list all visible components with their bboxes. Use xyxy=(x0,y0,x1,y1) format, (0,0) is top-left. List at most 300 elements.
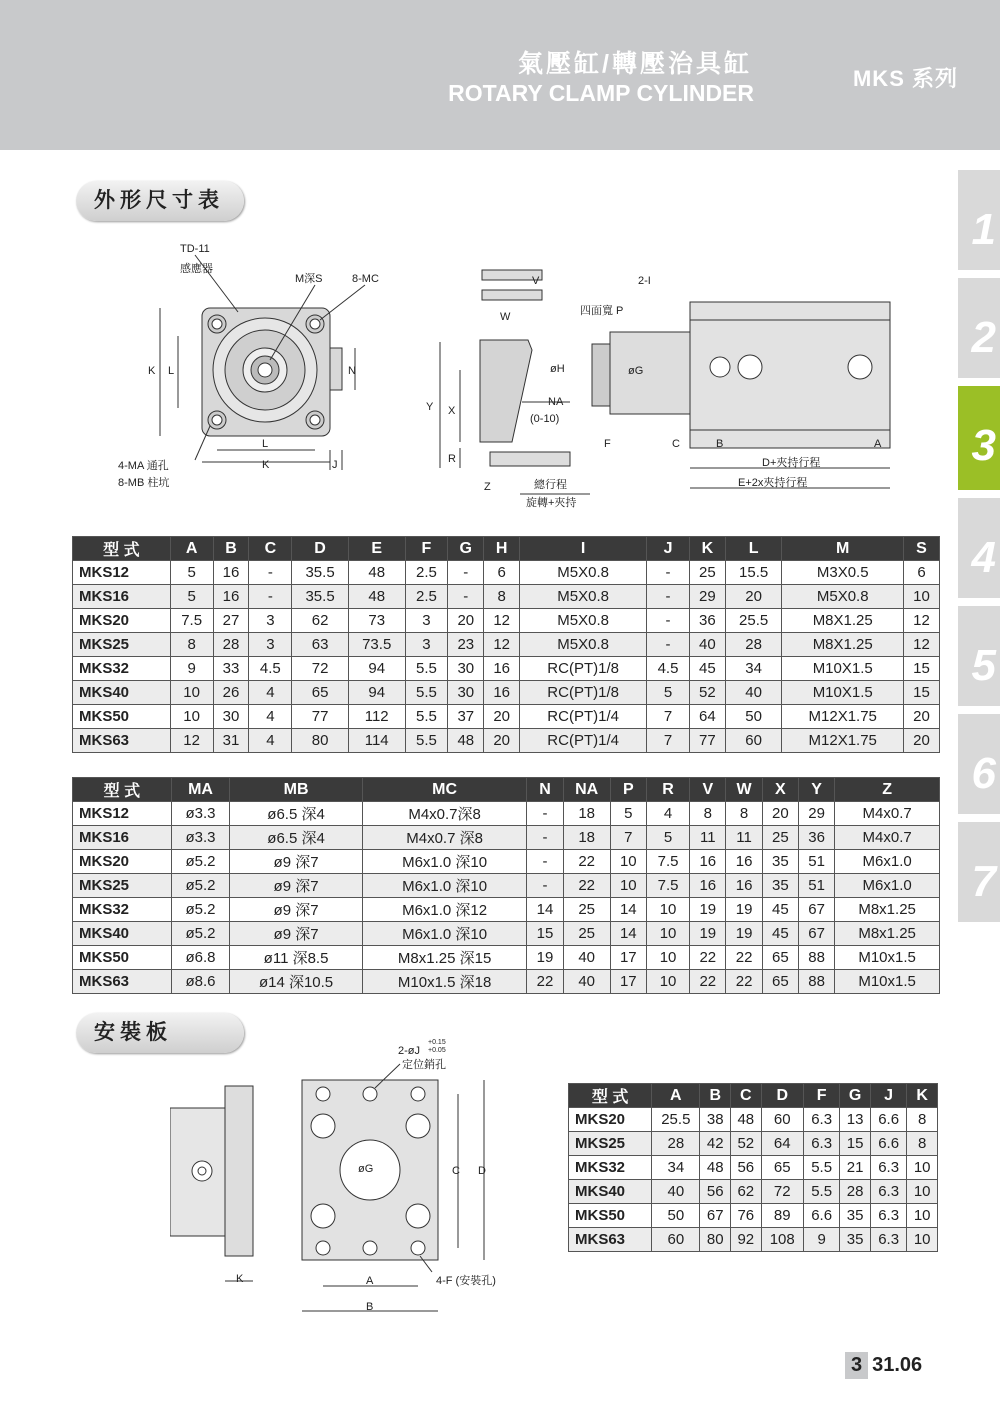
dim-label: A xyxy=(366,1275,374,1287)
table-row xyxy=(73,922,940,946)
table-cell: 60 xyxy=(761,1108,803,1132)
model-cell: MKS40 xyxy=(569,1180,652,1204)
dim-label: øG xyxy=(628,365,644,377)
page-number-value: 31.06 xyxy=(872,1354,923,1376)
table-cell: - xyxy=(647,585,690,609)
dim-label: J xyxy=(332,459,338,471)
table-cell: ø9 深7 xyxy=(230,922,363,946)
table-cell: RC(PT)1/8 xyxy=(520,657,647,681)
table-cell: 62 xyxy=(292,609,349,633)
dim-label: +0.15 xyxy=(428,1039,446,1046)
table-cell: M5X0.8 xyxy=(782,585,904,609)
dimension-table-2 xyxy=(72,777,940,994)
table-cell: 112 xyxy=(348,705,405,729)
header-title-cn: 氣壓缸/轉壓治具缸 xyxy=(518,50,752,78)
table-cell: M5X0.8 xyxy=(520,633,647,657)
table-cell: 48 xyxy=(700,1156,731,1180)
table-cell: 34 xyxy=(652,1156,700,1180)
table-cell: 5.5 xyxy=(405,705,448,729)
table-cell: 63 xyxy=(292,633,349,657)
table-cell: 12 xyxy=(903,633,939,657)
table-cell: 48 xyxy=(448,729,484,753)
table-cell: 5.5 xyxy=(405,729,448,753)
table-cell: 26 xyxy=(213,681,249,705)
table-row xyxy=(569,1228,938,1252)
table-cell: 20 xyxy=(903,705,939,729)
table-cell: 6.3 xyxy=(803,1132,839,1156)
table-cell: M3X0.5 xyxy=(782,561,904,585)
table-cell: ø9 深7 xyxy=(230,874,363,898)
table-cell: M6x1.0 xyxy=(835,850,940,874)
table-cell: 19 xyxy=(726,922,762,946)
column-header: 型 式 xyxy=(73,778,172,802)
table-cell: 4.5 xyxy=(249,657,292,681)
dim-label: N xyxy=(348,365,356,377)
table-cell: 4 xyxy=(646,802,689,826)
table-cell: 10 xyxy=(610,850,646,874)
mounting-plate-table xyxy=(568,1083,938,1252)
column-header: K xyxy=(907,1084,938,1108)
table-cell: - xyxy=(249,561,292,585)
table-cell: 27 xyxy=(213,609,249,633)
column-header: G xyxy=(448,537,484,561)
table-cell: 17 xyxy=(610,970,646,994)
table-cell: 16 xyxy=(726,874,762,898)
table-cell: 20 xyxy=(762,802,798,826)
dim-label: D+夾持行程 xyxy=(762,457,821,469)
table-cell: ø6.5 深4 xyxy=(230,826,363,850)
table-cell: 8 xyxy=(690,802,726,826)
table-cell: 5.5 xyxy=(803,1180,839,1204)
table-cell: M4x0.7 xyxy=(835,826,940,850)
dim-label: NA xyxy=(548,396,564,408)
table-cell: ø6.8 xyxy=(171,946,230,970)
table-cell: 50 xyxy=(725,705,782,729)
dim-label: M深S xyxy=(295,273,323,285)
table-cell: 40 xyxy=(563,946,610,970)
column-header: S xyxy=(903,537,939,561)
sensor-cn-label: 感應器 xyxy=(180,263,213,275)
table-row xyxy=(73,826,940,850)
table-cell: 22 xyxy=(726,970,762,994)
table-cell: M12X1.75 xyxy=(782,705,904,729)
table-cell: 10 xyxy=(646,970,689,994)
dim-label: 4-F (安裝孔) xyxy=(436,1275,496,1287)
table-row xyxy=(73,898,940,922)
section-dimensions-label: 外形尺寸表 xyxy=(76,181,244,221)
table-cell: M5X0.8 xyxy=(520,561,647,585)
table-cell: 10 xyxy=(610,874,646,898)
table-cell: M6x1.0 深10 xyxy=(362,874,527,898)
table-cell: 56 xyxy=(731,1156,762,1180)
dim-label: R xyxy=(448,453,456,465)
table-cell: 12 xyxy=(903,609,939,633)
table-cell: RC(PT)1/4 xyxy=(520,729,647,753)
table-cell: 52 xyxy=(689,681,725,705)
column-header: L xyxy=(725,537,782,561)
table-cell: - xyxy=(249,585,292,609)
column-header: M xyxy=(782,537,904,561)
table-cell: M10x1.5 深18 xyxy=(362,970,527,994)
table-cell: 80 xyxy=(700,1228,731,1252)
table-cell: 50 xyxy=(652,1204,700,1228)
column-header: B xyxy=(213,537,249,561)
chapter-tab-4[interactable]: 4 xyxy=(958,498,1000,598)
dim-label: +0.05 xyxy=(428,1047,446,1054)
column-header: B xyxy=(700,1084,731,1108)
table-cell: 3 xyxy=(249,633,292,657)
table-cell: 77 xyxy=(689,729,725,753)
table-cell: M8X1.25 xyxy=(782,633,904,657)
model-cell: MKS16 xyxy=(73,585,171,609)
table-cell: 5.5 xyxy=(405,681,448,705)
table-cell: 51 xyxy=(798,874,834,898)
table-row xyxy=(73,681,940,705)
column-header: K xyxy=(689,537,725,561)
table-cell: 9 xyxy=(803,1228,839,1252)
table-cell: M10X1.5 xyxy=(782,657,904,681)
model-cell: MKS25 xyxy=(73,633,171,657)
table-cell: 76 xyxy=(731,1204,762,1228)
table-cell: 10 xyxy=(646,922,689,946)
section-mounting-plate-label: 安裝板 xyxy=(76,1013,244,1053)
column-header: J xyxy=(870,1084,906,1108)
table-cell: 22 xyxy=(527,970,563,994)
table-cell: ø3.3 xyxy=(171,826,230,850)
model-cell: MKS32 xyxy=(73,898,172,922)
column-header: X xyxy=(762,778,798,802)
table-cell: 22 xyxy=(563,850,610,874)
table-cell: 5.5 xyxy=(803,1156,839,1180)
table-cell: 10 xyxy=(903,585,939,609)
table-cell: 5 xyxy=(170,585,213,609)
chapter-tab-7[interactable]: 7 xyxy=(958,822,1000,922)
dim-label: 總行程 xyxy=(534,479,567,491)
table-cell: 22 xyxy=(563,874,610,898)
table-cell: 6.3 xyxy=(870,1156,906,1180)
table-cell: 5 xyxy=(646,826,689,850)
table-cell: 67 xyxy=(798,922,834,946)
model-cell: MKS25 xyxy=(73,874,172,898)
table-row xyxy=(569,1180,938,1204)
table-cell: 88 xyxy=(798,946,834,970)
table-cell: 35 xyxy=(840,1204,871,1228)
dim-label: 8-MB 柱坑 xyxy=(118,477,170,489)
table-cell: - xyxy=(647,633,690,657)
table-cell: 3 xyxy=(405,633,448,657)
table-row xyxy=(73,970,940,994)
table-cell: 23 xyxy=(448,633,484,657)
table-cell: M10x1.5 xyxy=(835,946,940,970)
model-cell: MKS12 xyxy=(73,802,172,826)
chapter-tab-3[interactable]: 3 xyxy=(958,386,1000,490)
table-cell: 2.5 xyxy=(405,561,448,585)
table-cell: 67 xyxy=(798,898,834,922)
table-cell: 25 xyxy=(762,826,798,850)
table-cell: M8x1.25 深15 xyxy=(362,946,527,970)
table-cell: 15.5 xyxy=(725,561,782,585)
table-cell: 3 xyxy=(405,609,448,633)
column-header: C xyxy=(731,1084,762,1108)
header-series: MKS 系列 xyxy=(852,66,958,91)
column-header: R xyxy=(646,778,689,802)
table-cell: 10 xyxy=(907,1204,938,1228)
table-row xyxy=(73,633,940,657)
table-cell: 45 xyxy=(762,922,798,946)
table-cell: 4 xyxy=(249,729,292,753)
table-cell: M6x1.0 xyxy=(835,874,940,898)
column-header: 型 式 xyxy=(73,537,171,561)
table-cell: 48 xyxy=(731,1108,762,1132)
table-row xyxy=(73,729,940,753)
table-cell: 37 xyxy=(448,705,484,729)
table-cell: 10 xyxy=(907,1228,938,1252)
table-cell: ø8.6 xyxy=(171,970,230,994)
table-cell: 5 xyxy=(610,802,646,826)
table-cell: M6x1.0 深10 xyxy=(362,922,527,946)
dim-label: 四面寬 P xyxy=(580,305,624,317)
table-cell: 18 xyxy=(563,802,610,826)
table-cell: 15 xyxy=(903,681,939,705)
table-cell: M8X1.25 xyxy=(782,609,904,633)
table-cell: ø5.2 xyxy=(171,874,230,898)
model-cell: MKS63 xyxy=(73,729,171,753)
table-cell: 38 xyxy=(700,1108,731,1132)
table-cell: 19 xyxy=(690,898,726,922)
dim-label: B xyxy=(366,1301,374,1313)
dim-label: C xyxy=(672,438,680,450)
table-cell: 4 xyxy=(249,705,292,729)
table-cell: 6 xyxy=(484,561,520,585)
dim-label: K xyxy=(148,365,156,377)
table-cell: 16 xyxy=(484,657,520,681)
table-cell: 40 xyxy=(563,970,610,994)
column-header: N xyxy=(527,778,563,802)
table-cell: 20 xyxy=(725,585,782,609)
table-cell: 19 xyxy=(527,946,563,970)
table-cell: 21 xyxy=(840,1156,871,1180)
table-row xyxy=(73,802,940,826)
model-cell: MKS50 xyxy=(569,1204,652,1228)
table-cell: 11 xyxy=(726,826,762,850)
table-cell: 7.5 xyxy=(646,850,689,874)
chapter-number: 3 xyxy=(845,1352,868,1379)
table-cell: 14 xyxy=(610,922,646,946)
chapter-tab-1[interactable]: 1 xyxy=(958,170,1000,270)
table-row xyxy=(73,609,940,633)
table-cell: 4.5 xyxy=(647,657,690,681)
table-cell: M6x1.0 深10 xyxy=(362,850,527,874)
table-cell: 4 xyxy=(249,681,292,705)
model-cell: MKS25 xyxy=(569,1132,652,1156)
table-cell: M10x1.5 xyxy=(835,970,940,994)
table-cell: 64 xyxy=(761,1132,803,1156)
table-cell: ø14 深10.5 xyxy=(230,970,363,994)
table-cell: 7.5 xyxy=(170,609,213,633)
dim-label: V xyxy=(532,275,540,287)
table-cell: 8 xyxy=(170,633,213,657)
chapter-tab-2[interactable]: 2 xyxy=(958,278,1000,378)
table-row xyxy=(73,874,940,898)
table-cell: RC(PT)1/4 xyxy=(520,705,647,729)
dim-label: øG xyxy=(358,1163,374,1175)
table-cell: 28 xyxy=(725,633,782,657)
table-cell: 65 xyxy=(292,681,349,705)
column-header: MB xyxy=(230,778,363,802)
table-cell: 64 xyxy=(689,705,725,729)
table-cell: 34 xyxy=(725,657,782,681)
table-cell: ø11 深8.5 xyxy=(230,946,363,970)
table-cell: 25.5 xyxy=(725,609,782,633)
column-header: F xyxy=(803,1084,839,1108)
sensor-label: TD-11 xyxy=(180,243,210,255)
table-cell: 10 xyxy=(907,1156,938,1180)
model-cell: MKS12 xyxy=(73,561,171,585)
dim-label: 8-MC xyxy=(352,273,379,285)
table-cell: 3 xyxy=(249,609,292,633)
table-cell: 6 xyxy=(903,561,939,585)
table-cell: 20 xyxy=(903,729,939,753)
table-cell: 33 xyxy=(213,657,249,681)
table-cell: 22 xyxy=(690,970,726,994)
table-cell: 6.6 xyxy=(870,1108,906,1132)
table-cell: 45 xyxy=(689,657,725,681)
model-cell: MKS63 xyxy=(73,970,172,994)
table-cell: 16 xyxy=(213,561,249,585)
table-cell: 16 xyxy=(690,874,726,898)
page-header xyxy=(0,0,1000,150)
column-header: A xyxy=(652,1084,700,1108)
model-cell: MKS40 xyxy=(73,922,172,946)
table-cell: 9 xyxy=(170,657,213,681)
table-cell: 52 xyxy=(731,1132,762,1156)
dim-label: L xyxy=(168,365,175,377)
side-view-diagram xyxy=(420,262,900,512)
column-header: Y xyxy=(798,778,834,802)
table-row xyxy=(569,1108,938,1132)
table-cell: ø9 深7 xyxy=(230,898,363,922)
table-cell: ø3.3 xyxy=(171,802,230,826)
table-cell: - xyxy=(448,561,484,585)
table-cell: 30 xyxy=(448,657,484,681)
table-cell: 7 xyxy=(647,705,690,729)
table-cell: M6x1.0 深12 xyxy=(362,898,527,922)
table-cell: ø5.2 xyxy=(171,850,230,874)
table-cell: 40 xyxy=(725,681,782,705)
column-header: G xyxy=(840,1084,871,1108)
column-header: NA xyxy=(563,778,610,802)
table-cell: 45 xyxy=(762,898,798,922)
table-cell: ø6.5 深4 xyxy=(230,802,363,826)
table-cell: 6.3 xyxy=(803,1108,839,1132)
chapter-tab-6[interactable]: 6 xyxy=(958,714,1000,814)
table-cell: 25 xyxy=(689,561,725,585)
dim-label: A xyxy=(874,438,882,450)
dim-label: C xyxy=(452,1165,460,1177)
model-cell: MKS40 xyxy=(73,681,171,705)
table-row xyxy=(569,1132,938,1156)
table-row xyxy=(73,850,940,874)
table-cell: M4x0.7 深8 xyxy=(362,826,527,850)
column-header: I xyxy=(520,537,647,561)
table-cell: 51 xyxy=(798,850,834,874)
table-cell: 8 xyxy=(484,585,520,609)
table-cell: 28 xyxy=(840,1180,871,1204)
table-cell: 16 xyxy=(690,850,726,874)
table-cell: 7.5 xyxy=(646,874,689,898)
table-cell: M4x0.7 xyxy=(835,802,940,826)
table-cell: - xyxy=(527,802,563,826)
table-cell: - xyxy=(448,585,484,609)
table-cell: 94 xyxy=(348,657,405,681)
table-cell: 14 xyxy=(527,898,563,922)
table-cell: 11 xyxy=(690,826,726,850)
table-cell: M5X0.8 xyxy=(520,609,647,633)
dim-label: øH xyxy=(550,363,565,375)
column-header: Z xyxy=(835,778,940,802)
table-cell: 12 xyxy=(484,633,520,657)
table-cell: 60 xyxy=(725,729,782,753)
table-cell: 6.3 xyxy=(870,1204,906,1228)
dim-label: 2-I xyxy=(638,275,651,287)
table-cell: 31 xyxy=(213,729,249,753)
table-cell: 77 xyxy=(292,705,349,729)
chapter-tabs xyxy=(958,170,1000,930)
column-header: J xyxy=(647,537,690,561)
table-cell: 8 xyxy=(726,802,762,826)
table-row xyxy=(73,705,940,729)
table-cell: 10 xyxy=(646,946,689,970)
dim-label: D xyxy=(478,1165,486,1177)
table-cell: M8x1.25 xyxy=(835,922,940,946)
table-cell: 15 xyxy=(840,1132,871,1156)
dim-label: K xyxy=(236,1273,244,1285)
table-cell: 10 xyxy=(170,705,213,729)
model-cell: MKS32 xyxy=(73,657,171,681)
dimension-table-1 xyxy=(72,536,940,753)
table-cell: 16 xyxy=(484,681,520,705)
dim-label: E+2x夾持行程 xyxy=(738,477,808,489)
model-cell: MKS63 xyxy=(569,1228,652,1252)
table-cell: 62 xyxy=(731,1180,762,1204)
column-header: A xyxy=(170,537,213,561)
table-cell: 16 xyxy=(213,585,249,609)
column-header: P xyxy=(610,778,646,802)
table-cell: 8 xyxy=(907,1132,938,1156)
table-cell: 72 xyxy=(761,1180,803,1204)
table-cell: 25 xyxy=(563,898,610,922)
table-cell: 19 xyxy=(726,898,762,922)
table-cell: - xyxy=(527,874,563,898)
table-cell: 35.5 xyxy=(292,585,349,609)
table-row xyxy=(569,1156,938,1180)
table-cell: 65 xyxy=(762,946,798,970)
table-cell: 92 xyxy=(731,1228,762,1252)
dim-label: 旋轉+夾持 xyxy=(526,497,577,509)
column-header: MA xyxy=(171,778,230,802)
column-header: 型 式 xyxy=(569,1084,652,1108)
dim-label: 定位銷孔 xyxy=(402,1059,446,1071)
table-cell: 30 xyxy=(448,681,484,705)
column-header: E xyxy=(348,537,405,561)
chapter-tab-5[interactable]: 5 xyxy=(958,606,1000,706)
table-cell: 25.5 xyxy=(652,1108,700,1132)
table-cell: 20 xyxy=(448,609,484,633)
dim-label: 2-øJ xyxy=(398,1045,420,1057)
dim-label: L xyxy=(262,438,269,450)
dim-label: X xyxy=(448,405,456,417)
table-cell: M4x0.7深8 xyxy=(362,802,527,826)
